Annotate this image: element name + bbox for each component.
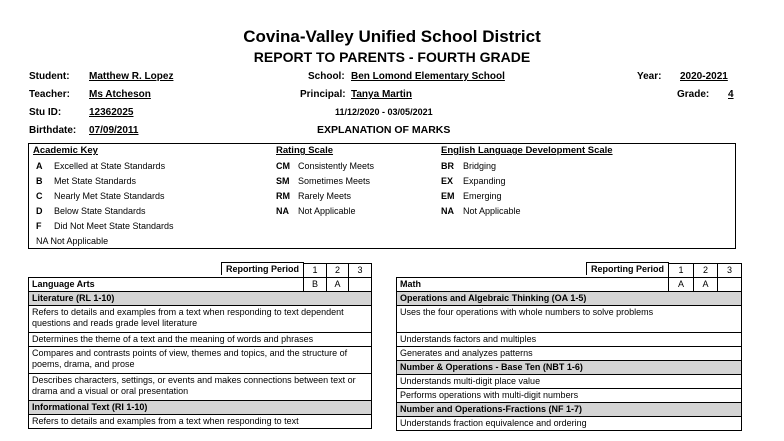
grade-value: 4: [728, 89, 734, 100]
academic-key-item: B Met State Standards: [36, 176, 137, 186]
school-name: Ben Lomond Elementary School: [351, 71, 505, 82]
year-label: Year:: [637, 71, 662, 82]
language-arts-table: [28, 263, 372, 429]
grade-period-3: [349, 278, 372, 292]
grade-period-1: A: [669, 278, 694, 292]
stuid-value: 12362025: [89, 107, 134, 118]
standard-row: Understands fraction equivalence and ordering: [397, 417, 742, 431]
report-title: REPORT TO PARENTS - FOURTH GRADE: [253, 49, 531, 65]
standard-row: Understands multi-digit place value: [397, 375, 742, 389]
school-label: School:: [308, 71, 345, 82]
period-3-header: 3: [349, 264, 372, 278]
standard-row: Refers to details and examples from a text when responding to text dependent questions and reads grade level literature: [29, 306, 372, 333]
standard-row: Refers to details and examples from a text when responding to text: [29, 415, 372, 429]
rating-scale-item: RM Rarely Meets: [276, 191, 352, 201]
grade-period-1: B: [304, 278, 327, 292]
eld-scale-item: EX Expanding: [441, 176, 506, 186]
section-heading: Number and Operations-Fractions (NF 1-7): [397, 403, 742, 417]
student-name: Matthew R. Lopez: [89, 71, 174, 82]
year-value: 2020-2021: [680, 71, 728, 82]
academic-key-item: D Below State Standards: [36, 206, 146, 216]
academic-key-title: Academic Key: [33, 145, 98, 156]
standard-row: Uses the four operations with whole numbers to solve problems: [397, 306, 742, 333]
rating-scale-title: Rating Scale: [276, 145, 334, 156]
grade-period-3: [718, 278, 742, 292]
birthdate-value: 07/09/2011: [89, 125, 139, 136]
math-table: [396, 263, 742, 431]
rating-scale-item: SM Sometimes Meets: [276, 176, 371, 186]
period-1-header: 1: [669, 264, 694, 278]
academic-key-item: NA Not Applicable: [36, 236, 109, 246]
reporting-period-label: Reporting Period: [397, 264, 669, 278]
reporting-period-label: Reporting Period: [29, 264, 304, 278]
standard-row: Understands factors and multiples: [397, 333, 742, 347]
section-heading: Informational Text (RI 1-10): [29, 401, 372, 415]
teacher-label: Teacher:: [29, 89, 70, 100]
birthdate-label: Birthdate:: [29, 125, 77, 136]
grade-period-2: A: [694, 278, 718, 292]
standard-row: Generates and analyzes patterns: [397, 347, 742, 361]
standard-row: Compares and contrasts points of view, themes and topics, and the structure of poems, drama, and prose: [29, 347, 372, 374]
stuid-label: Stu ID:: [29, 107, 62, 118]
student-label: Student:: [29, 71, 70, 82]
principal-label: Principal:: [300, 89, 346, 100]
section-heading: Operations and Algebraic Thinking (OA 1-5): [397, 292, 742, 306]
academic-key-item: F Did Not Meet State Standards: [36, 221, 174, 231]
period-2-header: 2: [694, 264, 718, 278]
table-header-row: [29, 264, 372, 278]
subject-row: [29, 278, 372, 292]
grade-label: Grade:: [677, 89, 710, 100]
standard-row: Performs operations with multi-digit numbers: [397, 389, 742, 403]
table-header-row: [397, 264, 742, 278]
academic-key-item: C Nearly Met State Standards: [36, 191, 165, 201]
eld-scale-item: NA Not Applicable: [441, 206, 521, 216]
principal-name: Tanya Martin: [351, 89, 412, 100]
district-title: Covina-Valley Unified School District: [243, 27, 541, 46]
section-heading: Literature (RL 1-10): [29, 292, 372, 306]
period-2-header: 2: [327, 264, 349, 278]
rating-scale-item: NA Not Applicable: [276, 206, 356, 216]
explanation-heading: EXPLANATION OF MARKS: [317, 124, 451, 136]
rating-scale-item: CM Consistently Meets: [276, 161, 375, 171]
period-3-header: 3: [718, 264, 742, 278]
subject-name: Language Arts: [29, 278, 304, 292]
eld-scale-item: EM Emerging: [441, 191, 502, 201]
subject-name: Math: [397, 278, 669, 292]
section-heading: Number & Operations - Base Ten (NBT 1-6): [397, 361, 742, 375]
eld-scale-title: English Language Development Scale: [441, 145, 613, 156]
eld-scale-item: BR Bridging: [441, 161, 497, 171]
academic-key-item: A Excelled at State Standards: [36, 161, 166, 171]
teacher-name: Ms Atcheson: [89, 89, 151, 100]
period-1-header: 1: [304, 264, 327, 278]
grade-period-2: A: [327, 278, 349, 292]
date-range: 11/12/2020 - 03/05/2021: [335, 107, 433, 117]
standard-row: Determines the theme of a text and the meaning of words and phrases: [29, 333, 372, 347]
subject-row: [397, 278, 742, 292]
standard-row: Describes characters, settings, or events and makes connections between text or drama and a visual or oral presentation: [29, 374, 372, 401]
